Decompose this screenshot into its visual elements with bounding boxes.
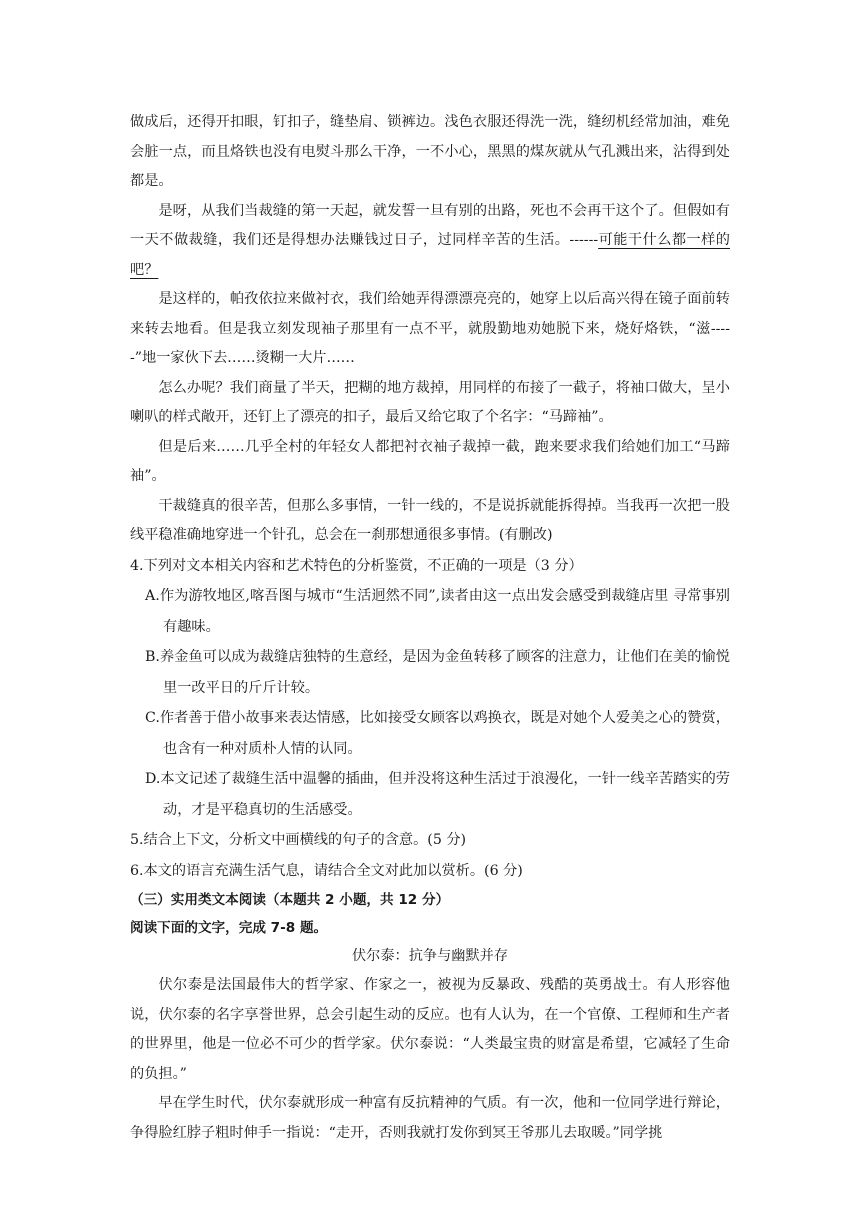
article-title: 伏尔泰：抗争与幽默并存 (351, 948, 509, 964)
story-paragraph-4: 怎么办呢？我们商量了半天，把糊的地方裁掉，用同样的布接了一截子，将袖口做大，呈小喇叭的样式敞开，还钉上了漂亮的扣子，最后又给它取了个名字：“马蹄袖”。 (130, 379, 730, 425)
article-paragraph-1: 伏尔泰是法国最伟大的哲学家、作家之一，被视为反暴政、残酷的英勇战士。有人形容他说，伏尔泰的名字享誉世界，总会引起生动的反应。也有人认为，在一个官僚、工程师和生产者的世界里，他是一位必不可少的哲学家。伏尔泰说：“人类最宝贵的财富是希望，它减轻了生命的负担。” (130, 977, 730, 1082)
section-3-heading: （三）实用类文本阅读（本题共 2 小题，共 12 分） (130, 892, 450, 908)
question-6: 6.本文的语言充满生活气息，请结合全文对此加以赏析。(6 分) (130, 862, 523, 879)
story-paragraph-5: 但是后来……几乎全村的年轻女人都把衬衣袖子裁掉一截，跑来要求我们给她们加工“马蹄袖”。 (130, 438, 730, 484)
question-4-option-d: D.本文记述了裁缝生活中温馨的插曲，但并没将这种生活过于浪漫化，一针一线辛苦踏实的劳动，才是平稳真切的生活感受。 (145, 771, 730, 818)
underlined-sentence: 可能干什么都一样的吧？ (130, 232, 730, 278)
story-paragraph-6: 干裁缝真的很辛苦，但那么多事情，一针一线的，不是说拆就能拆得掉。当我再一次把一股线平稳准确地穿进一个针孔，总会在一刹那想通很多事情。(有删改) (130, 497, 730, 543)
section-3-instruction: 阅读下面的文字，完成 7-8 题。 (130, 920, 328, 936)
question-4-option-b: B.养金鱼可以成为裁缝店独特的生意经，是因为金鱼转移了顾客的注意力，让他们在美的愉悦里一改平日的斤斤计较。 (145, 649, 730, 696)
question-4-option-a: A.作为游牧地区,喀吾图与城市“生活迥然不同”,读者由这一点出发会感受到裁缝店里 寻常事别有趣味。 (145, 588, 730, 635)
story-paragraph-1: 做成后，还得开扣眼，钉扣子，缝垫肩、锁裤边。浅色衣服还得洗一洗，缝纫机经常加油，难免会脏一点，而且烙铁也没有电熨斗那么干净，一不小心，黑黑的煤灰就从气孔溅出来，沾得到处都是。 (130, 114, 730, 189)
question-5: 5.结合上下文，分析文中画横线的句子的含意。(5 分) (130, 832, 467, 848)
question-4: 4.下列对文本相关内容和艺术特色的分析鉴赏，不正确的一项是（3 分） (130, 557, 583, 574)
article-paragraph-2: 早在学生时代，伏尔泰就形成一种富有反抗精神的气质。有一次，他和一位同学进行辩论，争得脸红脖子粗时伸手一指说：“走开，否则我就打发你到冥王爷那儿去取暖。”同学挑 (130, 1095, 730, 1141)
story-paragraph-3: 是这样的，帕孜依拉来做衬衣，我们给她弄得漂漂亮亮的，她穿上以后高兴得在镜子面前转来转去地看。但是我立刻发现袖子那里有一点不平，就殷勤地劝她脱下来，烧好烙铁，“滋-----”地一家伙下去……烫糊一大片…… (130, 291, 730, 366)
question-4-option-c: C.作者善于借小故事来表达情感，比如接受女顾客以鸡换衣，既是对她个人爱美之心的赞赏，也含有一种对质朴人情的认同。 (145, 710, 730, 757)
exam-page (130, 108, 730, 1148)
story-paragraph-2-text: 是呀，从我们当裁缝的第一天起，就发誓一旦有别的出路，死也不会再干这个了。但假如有一天不做裁缝，我们还是得想办法赚钱过日子，过同样辛苦的生活。------ (130, 202, 730, 248)
story-paragraph-2 (130, 197, 730, 286)
